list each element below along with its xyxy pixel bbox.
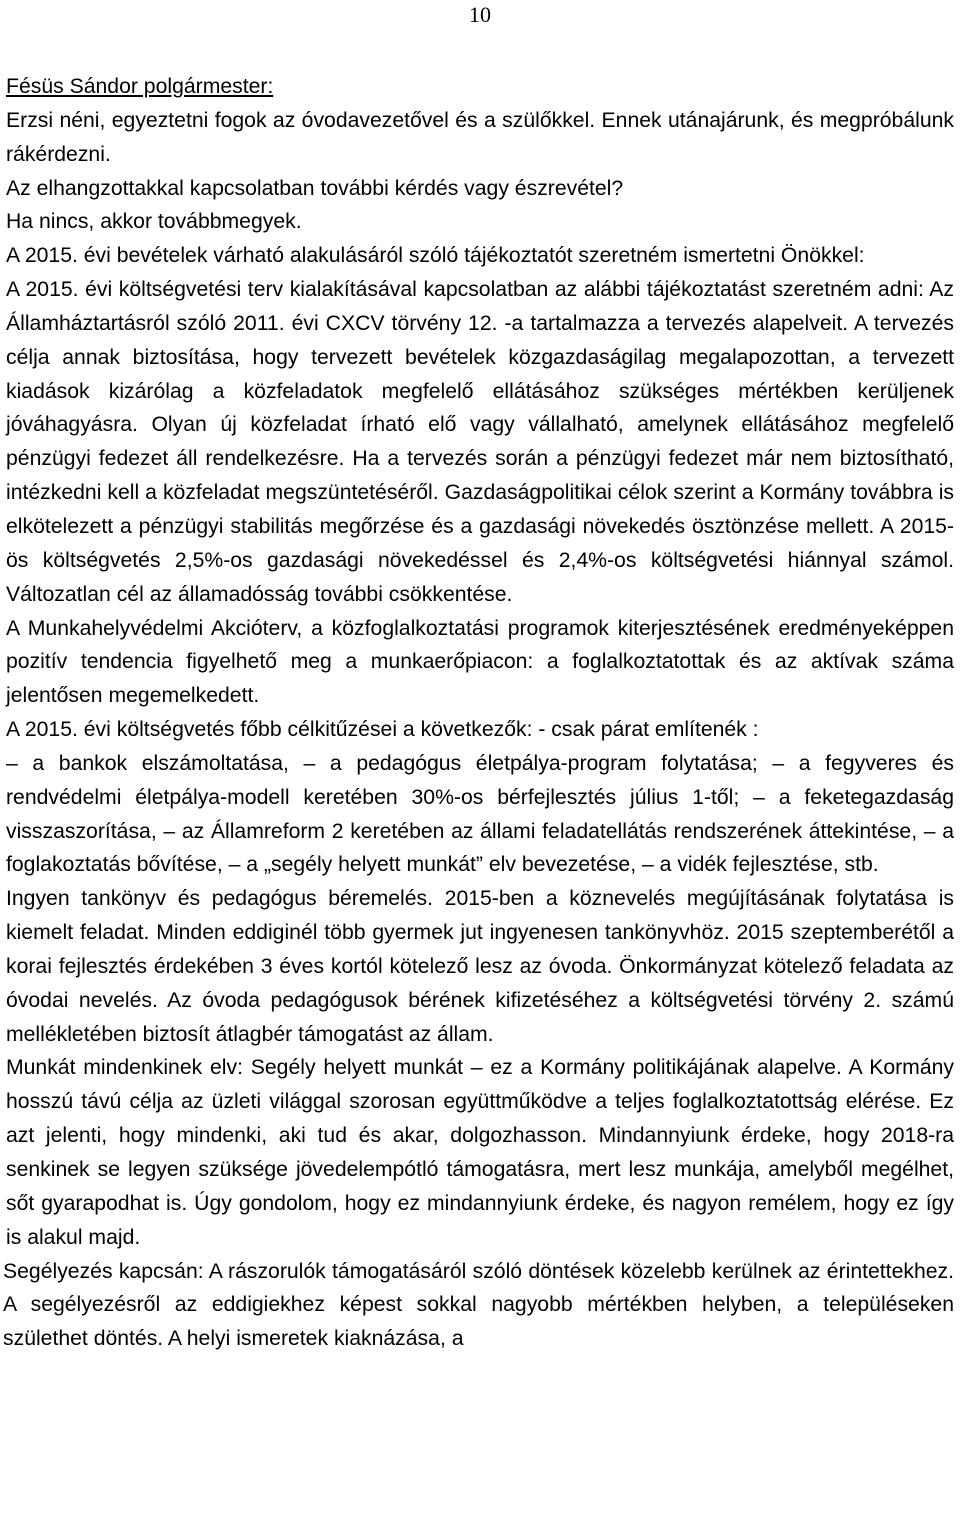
paragraph-goals-list: – a bankok elszámoltatása, – a pedagógus életpálya-program folytatása; – a fegyveres és rendvédelmi életpálya-modell keretében 30%-os bérfejlesztés július 1-től; – a feketegazdaság visszaszorítása, – az Államreform 2 keretében az állami feladatellátás rendszerének áttekintése, – a foglakoztatás bővítése, – a „segély helyett munkát” elv bevezetése, – a vidék fejlesztése, stb. <box>6 751 954 877</box>
page-number: 10 <box>469 2 491 27</box>
document-body <box>3 70 954 1356</box>
speaker-heading: Fésüs Sándor polgármester: <box>6 75 274 98</box>
paragraph-free-textbooks: Ingyen tankönyv és pedagógus béremelés. 2015-ben a köznevelés megújításának folytatása is kiemelt feladat. Minden eddiginél több gyermek jut ingyenesen tankönyvhöz. 2015 szeptemberétől a korai fejlesztés érdekében 3 éves kortól kötelező lesz az óvoda. Önkormányzat kötelező feladata az óvodai nevelés. Az óvoda pedagógusok bérének kifizetéséhez a költségvetési törvény 2. számú mellékletében biztosít átlagbér támogatást az állam. <box>6 887 954 1046</box>
paragraph-welfare: Segélyezés kapcsán: A rászorulók támogatásáról szóló döntések közelebb kerülnek az érintettekhez. A segélyezésről az eddigiekhez képest sokkal nagyobb mértékben helyben, a településeken születhet döntés. A helyi ismeretek kiaknázása, a <box>3 1259 954 1351</box>
paragraph-budget-plan: A 2015. évi költségvetési terv kialakításával kapcsolatban az alábbi tájékoztatást szeretném adni: Az Államháztartásról szóló 2011. évi CXCV törvény 12. -a tartalmazza a tervezés alapelveit. A tervezés célja annak biztosítása, hogy tervezett bevételek közgazdaságilag megalapozottan, a tervezett kiadások kizárólag a közfeladatok megfelelő ellátásához szükséges mértékben kerüljenek jóváhagyásra. Olyan új közfeladat írható elő vagy vállalható, amelynek ellátásához megfelelő pénzügyi fedezet áll rendelkezésre. Ha a tervezés során a pénzügyi fedezet már nem biztosítható, intézkedni kell a közfeladat megszüntetéséről. Gazdaságpolitikai célok szerint a Kormány továbbra is elkötelezett a pénzügyi stabilitás megőrzése és a gazdasági növekedés ösztönzése mellett. A 2015-ös költségvetés 2,5%-os gazdasági növekedéssel és 2,4%-os költségvetési hiánnyal számol. Változatlan cél az államadósság további csökkentése. <box>6 278 954 606</box>
paragraph-revenue-intro: A 2015. évi bevételek várható alakulásáról szóló tájékoztatót szeretném ismertetni Önökkel: <box>6 244 865 268</box>
paragraph-continue: Ha nincs, akkor továbbmegyek. <box>6 210 302 234</box>
paragraph-job-protection: A Munkahelyvédelmi Akcióterv, a közfoglalkoztatási programok kiterjesztésének eredményeképpen pozitív tendencia figyelhető meg a munkaerőpiacon: a foglalkoztatottak és az aktívak száma jelentősen megemelkedett. <box>6 616 954 708</box>
paragraph-work-for-all: Munkát mindenkinek elv: Segély helyett munkát – ez a Kormány politikájának alapelve. A Kormány hosszú távú célja az üzleti világgal szorosan együttműködve a teljes foglalkoztatottság elérése. Ez azt jelenti, hogy mindenki, aki tud és akar, dolgozhasson. Mindannyiunk érdeke, hogy 2018-ra senkinek se legyen szüksége jövedelempótló támogatásra, mert lesz munkája, amelyből megélhet, sőt gyarapodhat is. Úgy gondolom, hogy ez mindannyiunk érdeke, és nagyon remélem, hogy ez így is alakul majd. <box>6 1056 954 1249</box>
paragraph-question: Az elhangzottakkal kapcsolatban további kérdés vagy észrevétel? <box>6 176 624 200</box>
paragraph-goals-intro: A 2015. évi költségvetés főbb célkitűzései a következők: - csak párat említenék : <box>6 718 759 742</box>
paragraph-reply: Erzsi néni, egyeztetni fogok az óvodavezetővel és a szülőkkel. Ennek utánajárunk, és megpróbálunk rákérdezni. <box>6 108 954 166</box>
